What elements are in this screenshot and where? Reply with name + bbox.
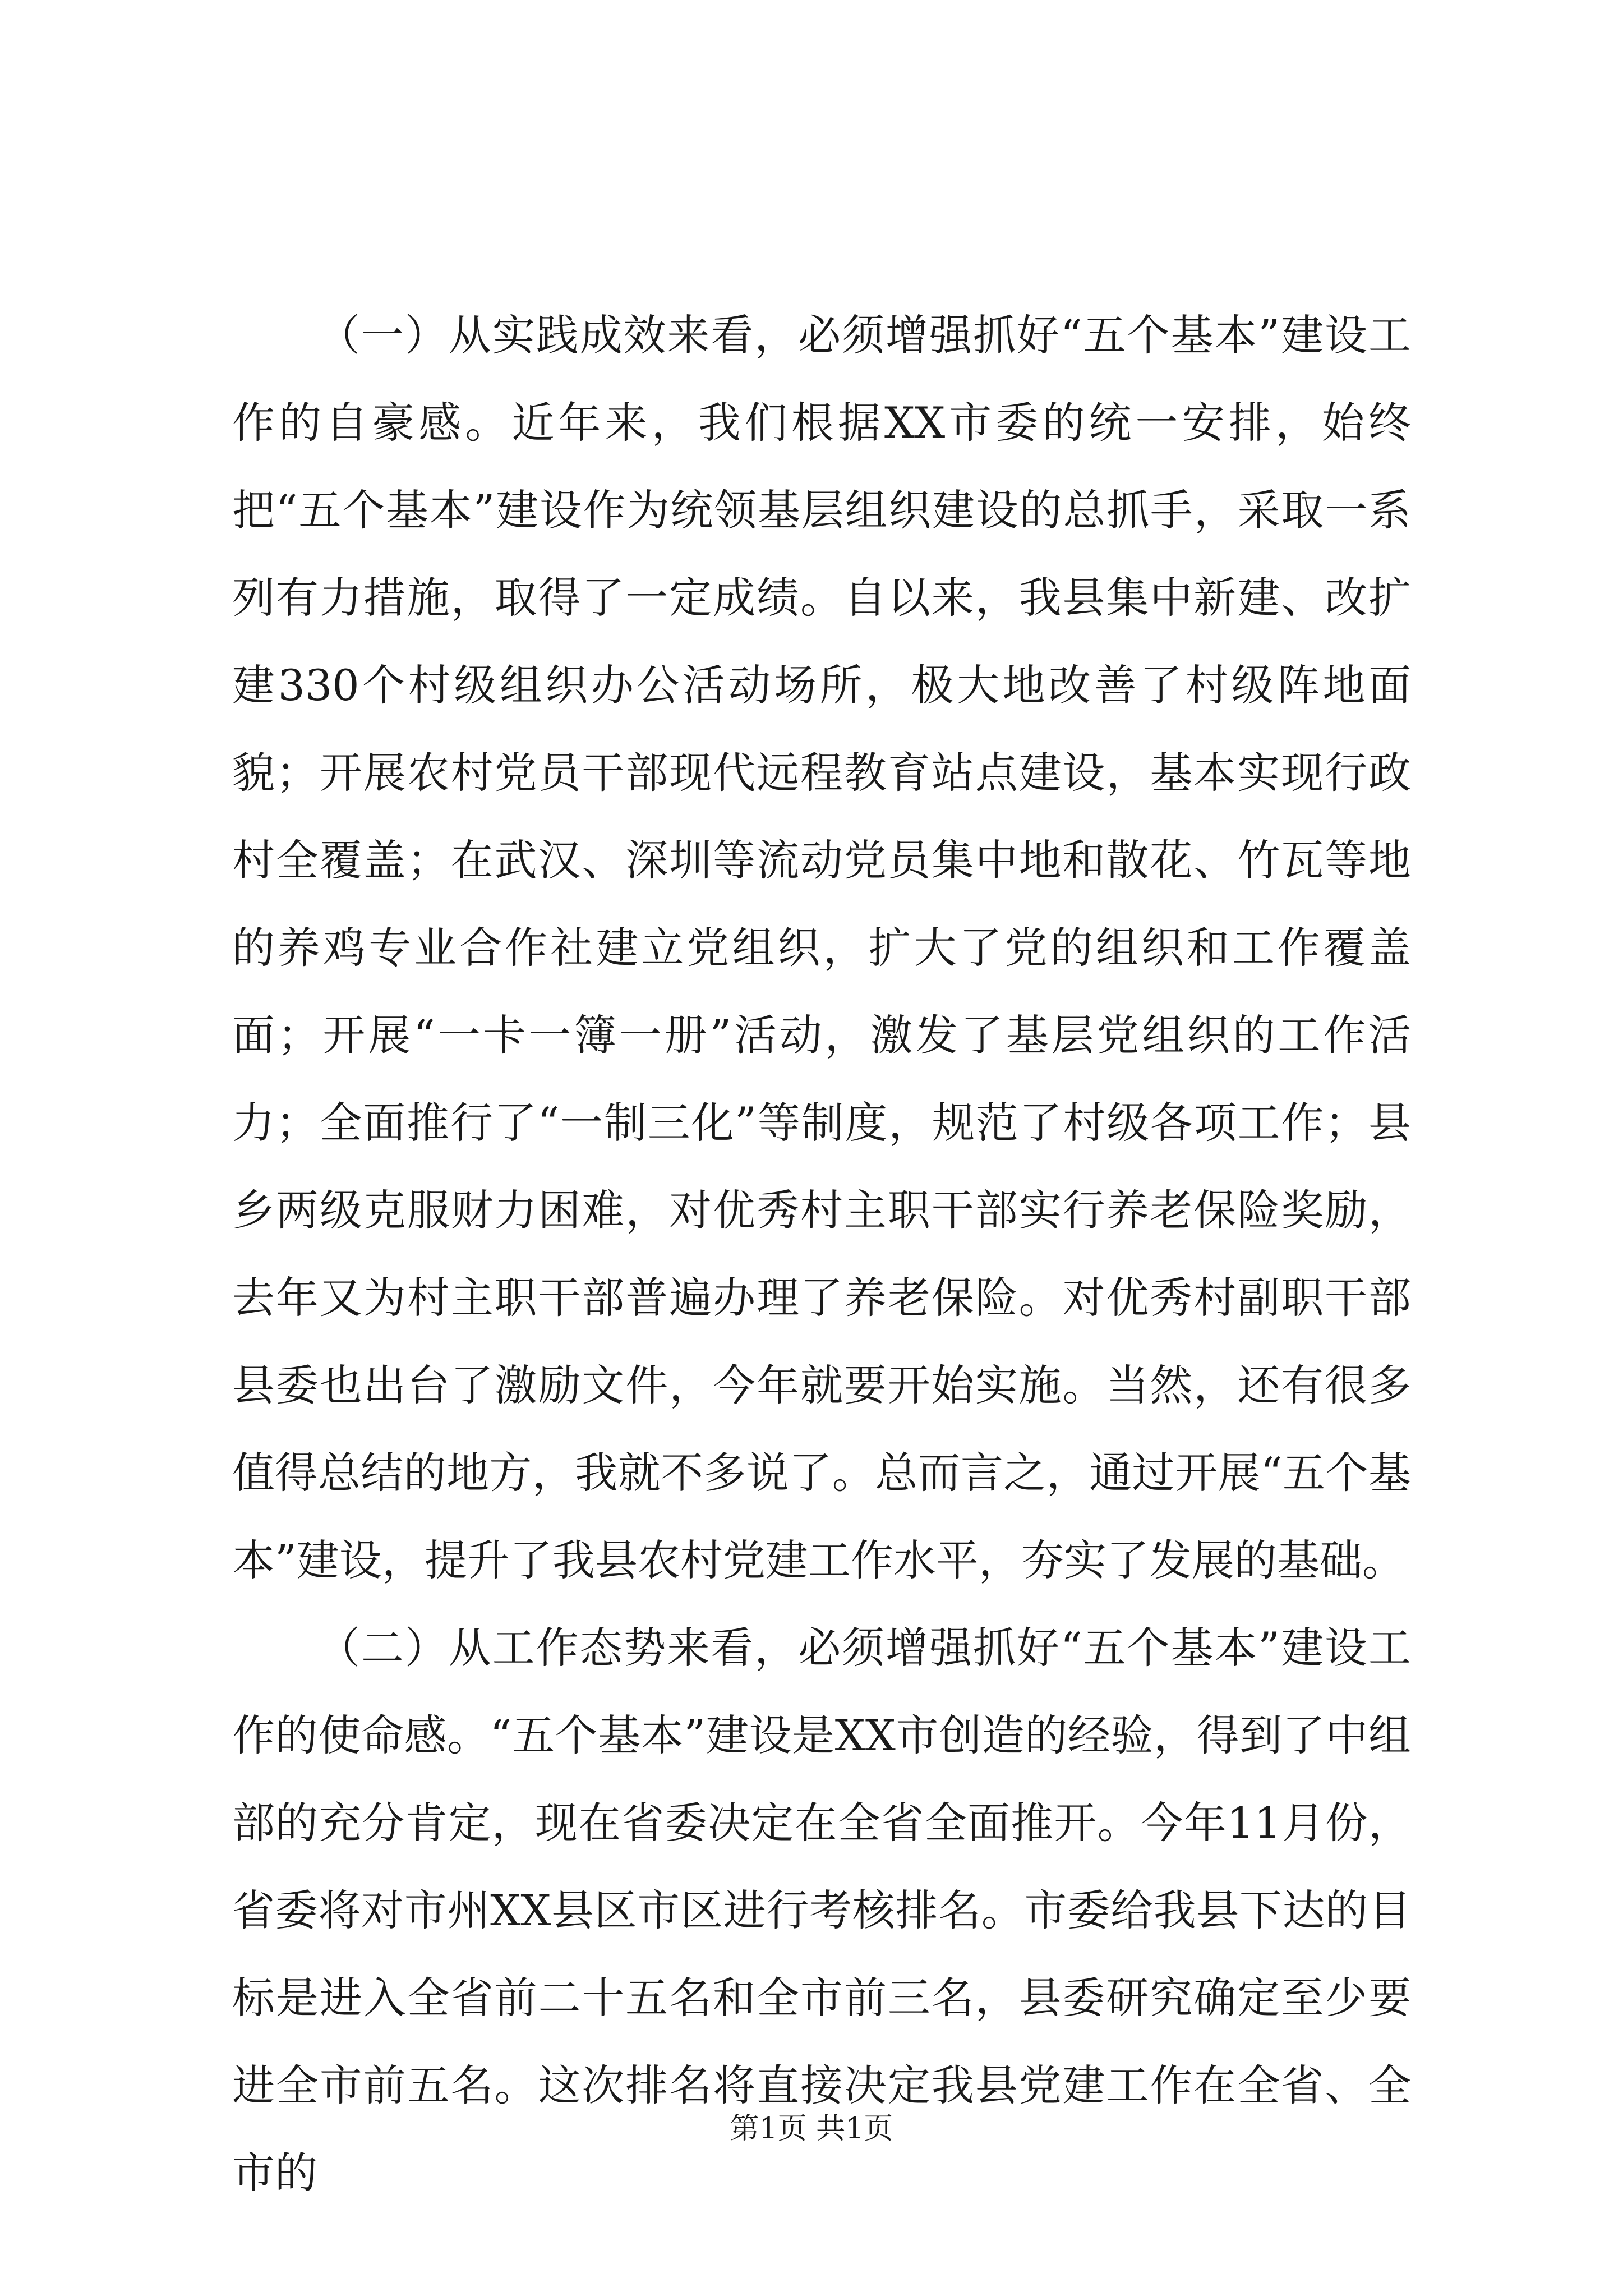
paragraph-2: （二）从工作态势来看，必须增强抓好“五个基本”建设工作的使命感。“五个基本”建设是XX市创造的经验，得到了中组部的充分肯定，现在省委决定在全省全面推开。今年11月份，省委将对市州XX县区市区进行考核排名。市委给我县下达的目标是进入全省前二十五名和全市前三名，县委研究确定至少要进全市前五名。这次排名将直接决定我县党建工作在全省、全市的	[232, 1623, 1411, 2198]
page-footer: 第1页 共1页	[730, 2112, 893, 2146]
document-body	[232, 292, 1411, 2217]
paragraph-1: （一）从实践成效来看，必须增强抓好“五个基本”建设工作的自豪感。近年来，我们根据XX市委的统一安排，始终把“五个基本”建设作为统领基层组织建设的总抓手，采取一系列有力措施，取得了一定成绩。自以来，我县集中新建、改扩建330个村级组织办公活动场所，极大地改善了村级阵地面貌；开展农村党员干部现代远程教育站点建设，基本实现行政村全覆盖；在武汉、深圳等流动党员集中地和散花、竹瓦等地的养鸡专业合作社建立党组织，扩大了党的组织和工作覆盖面；开展“一卡一簿一册”活动，激发了基层党组织的工作活力；全面推行了“一制三化”等制度，规范了村级各项工作；县乡两级克服财力困难，对优秀村主职干部实行养老保险奖励，去年又为村主职干部普遍办理了养老保险。对优秀村副职干部县委也出台了激励文件，今年就要开始实施。当然，还有很多值得总结的地方，我就不多说了。总而言之，通过开展“五个基本”建设，提升了我县农村党建工作水平，夯实了发展的基础。	[232, 310, 1411, 1585]
